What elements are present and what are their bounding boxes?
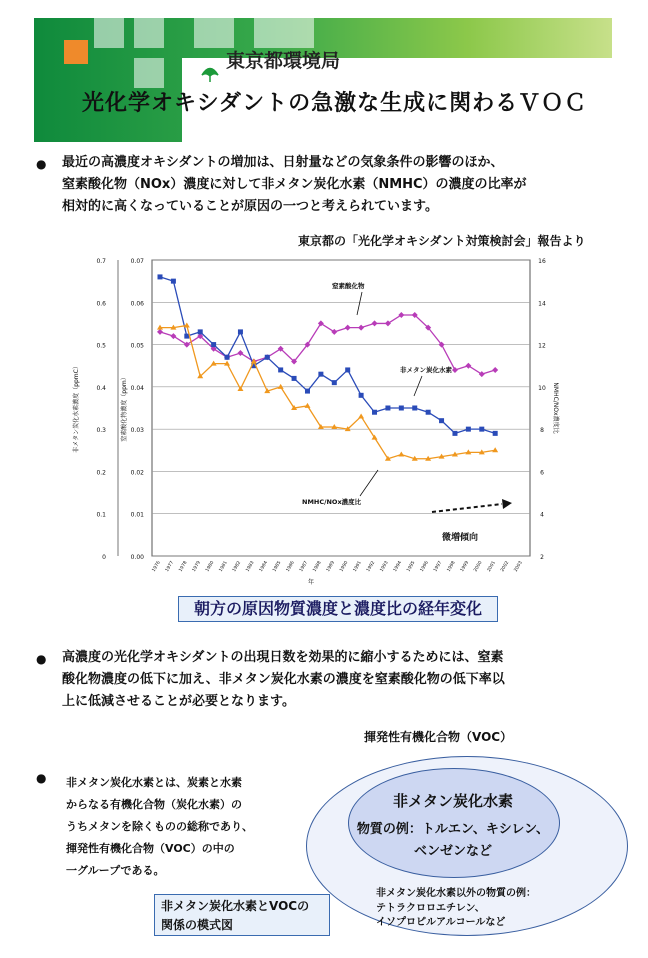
tokyo-ginkgo-icon bbox=[200, 66, 220, 86]
y-tick-label-ratio: 2 bbox=[540, 554, 544, 561]
data-point-nmhc bbox=[359, 393, 364, 398]
data-point-nmhc bbox=[265, 355, 270, 360]
diagram-caption-line: 非メタン炭化水素とVOCの bbox=[161, 899, 310, 913]
bullet-icon: ● bbox=[36, 652, 47, 666]
y-axis-label-nmhc: 非メタン炭化水素濃度（ppmC） bbox=[73, 363, 80, 453]
data-point-nmhc bbox=[292, 376, 297, 381]
y-tick-label-nox: 0.00 bbox=[130, 554, 144, 561]
nmhc-examples: 物質の例：トルエン、キシレン、 bbox=[356, 822, 550, 837]
note-line: 非メタン炭化水素とは、炭素と水素 bbox=[66, 776, 242, 789]
x-tick-label: 1991 bbox=[352, 560, 363, 573]
orange-square bbox=[64, 40, 88, 64]
chart-caption: 朝方の原因物質濃度と濃度比の経年変化 bbox=[178, 596, 498, 622]
note-line: からなる有機化合物（炭化水素）の bbox=[66, 798, 242, 811]
nmhc-definition bbox=[66, 772, 276, 882]
header-deco-square bbox=[134, 58, 164, 88]
paragraph-1 bbox=[62, 152, 527, 218]
data-point-nmhc bbox=[372, 410, 377, 415]
annotation-nmhc: 非メタン炭化水素 bbox=[400, 366, 452, 374]
x-tick-label: 1990 bbox=[339, 560, 350, 573]
paragraph-line: 高濃度の光化学オキシダントの出現日数を効果的に縮小するためには、窒素 bbox=[62, 650, 504, 665]
data-point-nmhc bbox=[479, 427, 484, 432]
x-tick-label: 1999 bbox=[460, 560, 471, 573]
x-tick-label: 1979 bbox=[191, 560, 202, 573]
page-title: 光化学オキシダントの急激な生成に関わるＶＯＣ bbox=[82, 91, 588, 116]
y-tick-label-nox: 0.07 bbox=[130, 258, 144, 265]
x-tick-label: 1988 bbox=[312, 560, 323, 573]
data-point-nmhc bbox=[385, 406, 390, 411]
y-tick-label-nmhc: 0.5 bbox=[96, 342, 106, 350]
data-point-nmhc bbox=[171, 279, 176, 284]
x-tick-label: 2001 bbox=[486, 560, 497, 573]
data-point-nmhc bbox=[345, 367, 350, 372]
x-tick-label: 1997 bbox=[433, 560, 444, 573]
other-substances-label: 非メタン炭化水素以外の物質の例： bbox=[376, 888, 536, 899]
y-tick-label-ratio: 16 bbox=[538, 258, 546, 265]
y-tick-label-nmhc: 0.1 bbox=[96, 511, 106, 519]
y-tick-label-ratio: 12 bbox=[538, 342, 546, 350]
x-tick-label: 1984 bbox=[258, 560, 269, 573]
org-name: 東京都環境局 bbox=[226, 50, 341, 72]
data-point-nmhc bbox=[318, 372, 323, 377]
data-point-nmhc bbox=[332, 380, 337, 385]
header-banner bbox=[34, 18, 612, 142]
y-tick-label-nox: 0.05 bbox=[130, 342, 144, 350]
annotation-trend: 微増傾向 bbox=[442, 533, 479, 543]
other-substance-1: テトラクロロエチレン、 bbox=[376, 903, 485, 914]
note-line: 一グループである。 bbox=[66, 864, 165, 877]
data-point-nmhc bbox=[426, 410, 431, 415]
y-tick-label-ratio: 8 bbox=[540, 427, 544, 435]
source-note: 東京都の「光化学オキシダント対策検討会」報告より bbox=[298, 234, 586, 248]
x-tick-label: 1983 bbox=[245, 560, 256, 573]
x-tick-label: 1996 bbox=[419, 560, 430, 573]
note-line: 揮発性有機化合物（VOC）の中の bbox=[66, 842, 235, 855]
y-tick-label-nmhc: 0.2 bbox=[96, 469, 106, 477]
data-point-nmhc bbox=[305, 389, 310, 394]
x-tick-label: 2002 bbox=[500, 560, 511, 573]
data-point-nmhc bbox=[198, 329, 203, 334]
chart bbox=[60, 248, 560, 593]
paragraph-line: 最近の高濃度オキシダントの増加は、日射量などの気象条件の影響のほか、 bbox=[62, 155, 504, 170]
y-tick-label-ratio: 6 bbox=[540, 469, 544, 477]
diagram-caption-box bbox=[154, 894, 330, 936]
x-tick-label: 1994 bbox=[393, 560, 404, 573]
y-tick-label-nox: 0.03 bbox=[130, 427, 144, 435]
annotation-ratio: NMHC/NOx濃度比 bbox=[302, 498, 362, 506]
header-deco-square bbox=[254, 18, 314, 48]
bullet-icon: ● bbox=[36, 157, 47, 171]
note-line: うちメタンを除くものの総称であり、 bbox=[66, 820, 253, 833]
data-point-nmhc bbox=[158, 274, 163, 279]
y-axis-label-nox: 窒素酸化物濃度（ppm） bbox=[121, 374, 128, 442]
x-tick-label: 1989 bbox=[325, 560, 337, 573]
x-tick-label: 1980 bbox=[205, 560, 216, 573]
paragraph-line: 相対的に高くなっていることが原因の一つと考えられています。 bbox=[62, 199, 438, 214]
data-point-nmhc bbox=[466, 427, 471, 432]
data-point-nmhc bbox=[211, 342, 216, 347]
paragraph-2 bbox=[62, 647, 505, 713]
x-tick-label: 1986 bbox=[285, 560, 296, 573]
other-substance-2: イソプロピルアルコールなど bbox=[376, 917, 506, 928]
data-point-nmhc bbox=[278, 367, 283, 372]
y-tick-label-nox: 0.06 bbox=[130, 300, 144, 308]
x-tick-label: 1976 bbox=[151, 560, 162, 573]
y-tick-label-nox: 0.01 bbox=[130, 511, 144, 519]
y-tick-label-nmhc: 0.7 bbox=[96, 258, 106, 265]
header-deco-square bbox=[134, 18, 164, 48]
data-point-nmhc bbox=[439, 418, 444, 423]
data-point-nmhc bbox=[412, 406, 417, 411]
paragraph-line: 酸化物濃度の低下に加え、非メタン炭化水素の濃度を窒素酸化物の低下率以 bbox=[62, 672, 505, 687]
plot-area bbox=[152, 260, 530, 556]
y-tick-label-ratio: 14 bbox=[538, 300, 546, 308]
data-point-nmhc bbox=[493, 431, 498, 436]
x-tick-label: 1978 bbox=[178, 560, 189, 573]
data-point-nmhc bbox=[238, 329, 243, 334]
bullet-icon: ● bbox=[36, 771, 47, 785]
data-point-nmhc bbox=[452, 431, 457, 436]
y-tick-label-nox: 0.02 bbox=[130, 469, 144, 477]
x-tick-label: 1993 bbox=[379, 560, 390, 573]
nmhc-title: 非メタン炭化水素 bbox=[392, 792, 513, 810]
x-tick-label: 1995 bbox=[406, 560, 417, 573]
y-axis-label-ratio: NMHC/NOx濃度比 bbox=[552, 382, 559, 434]
y-tick-label-nox: 0.04 bbox=[130, 384, 144, 392]
header-deco-square bbox=[194, 18, 234, 48]
y-tick-label-nmhc: 0.3 bbox=[96, 427, 106, 435]
paragraph-line: 窒素酸化物（NOx）濃度に対して非メタン炭化水素（NMHC）の濃度の比率が bbox=[62, 177, 527, 192]
x-axis-label: 年 bbox=[307, 579, 315, 586]
x-tick-label: 1982 bbox=[232, 560, 243, 573]
diagram-caption-line: 関係の模式図 bbox=[161, 918, 234, 932]
x-tick-label: 1981 bbox=[218, 560, 229, 573]
x-tick-label: 2003 bbox=[513, 560, 524, 573]
x-tick-label: 1987 bbox=[299, 560, 310, 573]
y-tick-label-nmhc: 0 bbox=[102, 554, 106, 561]
y-tick-label-ratio: 10 bbox=[538, 384, 546, 392]
x-tick-label: 1977 bbox=[165, 560, 176, 573]
header-deco-square bbox=[94, 18, 124, 48]
annotation-nox: 窒素酸化物 bbox=[332, 282, 365, 290]
y-tick-label-ratio: 4 bbox=[540, 511, 544, 519]
paragraph-line: 上に低減させることが必要となります。 bbox=[62, 694, 295, 709]
data-point-nmhc bbox=[399, 406, 404, 411]
x-tick-label: 2000 bbox=[473, 560, 484, 573]
y-tick-label-nmhc: 0.4 bbox=[96, 384, 106, 392]
x-tick-label: 1998 bbox=[446, 560, 457, 573]
nmhc-examples-cont: ベンゼンなど bbox=[413, 844, 492, 859]
x-tick-label: 1985 bbox=[272, 560, 283, 573]
x-tick-label: 1992 bbox=[366, 560, 377, 573]
voc-label: 揮発性有機化合物（VOC） bbox=[364, 730, 513, 744]
data-point-nmhc bbox=[225, 355, 230, 360]
y-tick-label-nmhc: 0.6 bbox=[96, 300, 106, 308]
